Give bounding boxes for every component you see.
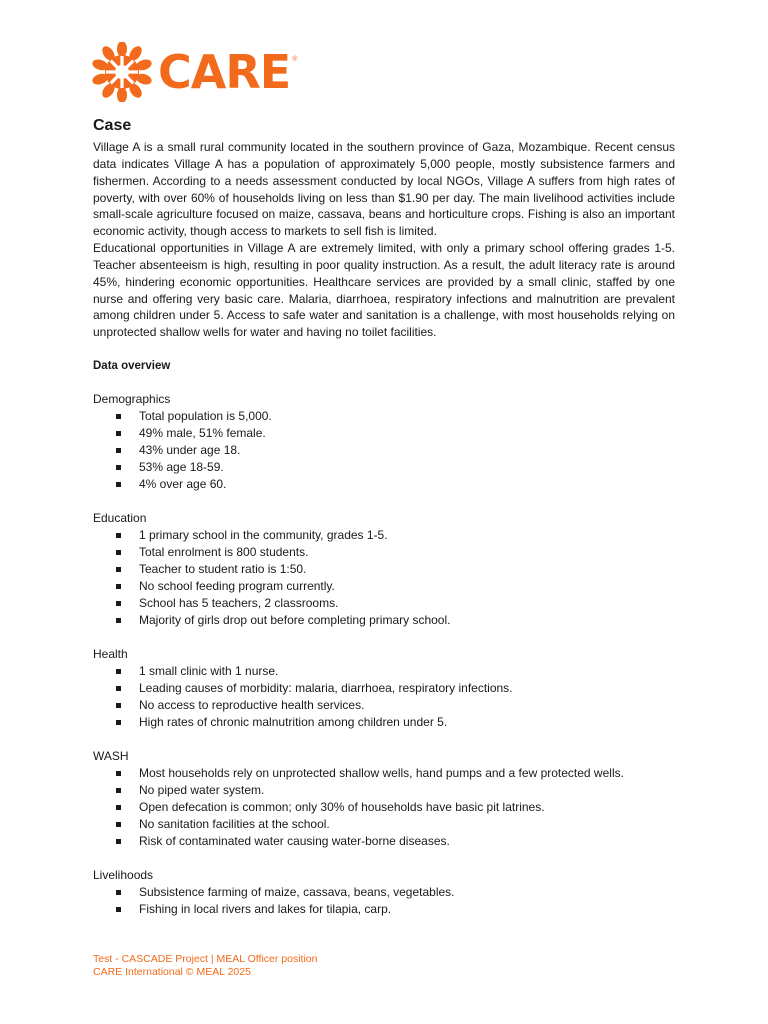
list-item-text: No piped water system. [139,783,265,798]
list-item [93,901,675,918]
care-logo [92,42,297,102]
bullet-list [93,527,675,629]
bullet-icon [116,567,121,572]
bullet-icon [116,618,121,623]
footer [93,953,317,979]
list-item [93,459,675,476]
bullet-icon [116,533,121,538]
data-sections [93,391,675,918]
bullet-icon [116,669,121,674]
bullet-icon [116,584,121,589]
section-title: WASH [93,749,129,764]
document-body [93,116,675,918]
bullet-icon [116,788,121,793]
bullet-icon [116,822,121,827]
bullet-list [93,884,675,918]
list-item [93,476,675,493]
list-item [93,408,675,425]
list-item-text: 53% age 18-59. [139,460,224,475]
list-item-text: Fishing in local rivers and lakes for tilapia, carp. [139,902,392,917]
list-item [93,884,675,901]
list-item [93,442,675,459]
list-item [93,544,675,561]
list-item [93,680,675,697]
bullet-icon [116,805,121,810]
list-item [93,527,675,544]
list-item-text: No school feeding program currently. [139,579,335,594]
list-item-text: School has 5 teachers, 2 classrooms. [139,596,339,611]
list-item-text: High rates of chronic malnutrition among children under 5. [139,715,448,730]
bullet-list [93,663,675,731]
list-item-text: No sanitation facilities at the school. [139,817,330,832]
list-item [93,578,675,595]
list-item [93,595,675,612]
section-demographics [93,391,675,493]
list-item-text: Subsistence farming of maize, cassava, beans, vegetables. [139,885,455,900]
footer-line: Test - CASCADE Project | MEAL Officer position [93,953,318,965]
bullet-icon [116,414,121,419]
case-paragraph: Educational opportunities in Village A are extremely limited, with only a primary school offering grades 1-5. Teacher absenteeism is high, resulting in poor quality instruction. As a result, the adult literacy rate is around 45%, hindering economic opportunities. Healthcare services are provided by a small clinic, staffed by one nurse and offering very basic care. Malaria, diarrhoea, respiratory infections and malnutrition are prevalent among children under 5. Access to safe water and sanitation is a challenge, with most households relying on unprotected shallow wells for water and having no toilet facilities. [93,241,675,340]
bullet-icon [116,686,121,691]
list-item-text: Majority of girls drop out before completing primary school. [139,613,451,628]
list-item [93,799,675,816]
list-item-text: 1 small clinic with 1 nurse. [139,664,279,679]
bullet-icon [116,771,121,776]
list-item-text: 49% male, 51% female. [139,426,266,441]
case-paragraph: Village A is a small rural community located in the southern province of Gaza, Mozambique. Recent census data indicates Village A has a population of approximately 5,000 people, mostly subsistence farmers and fishermen. According to a needs assessment conducted by local NGOs, Village A suffers from high rates of poverty, with over 60% of households living on less than $1.90 per day. The main livelihood activities include small-scale agriculture focused on maize, cassava, beans and horticulture crops. Fishing is also an important economic activity, though access to markets to sell fish is limited. [93,140,675,239]
footer-line: CARE International © MEAL 2025 [93,966,251,978]
section-title: Health [93,647,128,662]
logo-wordmark: CARE [158,45,291,99]
list-item-text: 4% over age 60. [139,477,227,492]
list-item-text: Risk of contaminated water causing water-borne diseases. [139,834,450,849]
list-item-text: Total population is 5,000. [139,409,272,424]
list-item-text: 1 primary school in the community, grades 1-5. [139,528,388,543]
list-item-text: No access to reproductive health services. [139,698,365,713]
section-livelihoods [93,867,675,918]
registered-mark: ® [292,56,298,63]
list-item-text: Most households rely on unprotected shallow wells, hand pumps and a few protected wells. [139,766,624,781]
list-item [93,714,675,731]
bullet-icon [116,550,121,555]
bullet-icon [116,482,121,487]
bullet-icon [116,839,121,844]
list-item-text: 43% under age 18. [139,443,241,458]
care-starburst-icon [92,42,152,102]
bullet-list [93,408,675,493]
bullet-icon [116,890,121,895]
section-education [93,510,675,629]
page-title: Case [93,117,132,134]
bullet-icon [116,465,121,470]
section-title: Demographics [93,392,171,407]
bullet-icon [116,907,121,912]
section-wash [93,748,675,850]
list-item [93,697,675,714]
list-item [93,833,675,850]
bullet-icon [116,448,121,453]
section-title: Livelihoods [93,868,154,883]
bullet-icon [116,431,121,436]
overview-heading: Data overview [93,360,171,373]
list-item-text: Open defecation is common; only 30% of households have basic pit latrines. [139,800,545,815]
list-item [93,782,675,799]
list-item-text: Leading causes of morbidity: malaria, diarrhoea, respiratory infections. [139,681,513,696]
list-item-text: Teacher to student ratio is 1:50. [139,562,307,577]
bullet-icon [116,720,121,725]
section-health [93,646,675,731]
bullet-list [93,765,675,850]
list-item [93,425,675,442]
list-item [93,816,675,833]
section-title: Education [93,511,147,526]
list-item [93,663,675,680]
bullet-icon [116,703,121,708]
list-item-text: Total enrolment is 800 students. [139,545,309,560]
list-item [93,612,675,629]
list-item [93,561,675,578]
bullet-icon [116,601,121,606]
list-item [93,765,675,782]
